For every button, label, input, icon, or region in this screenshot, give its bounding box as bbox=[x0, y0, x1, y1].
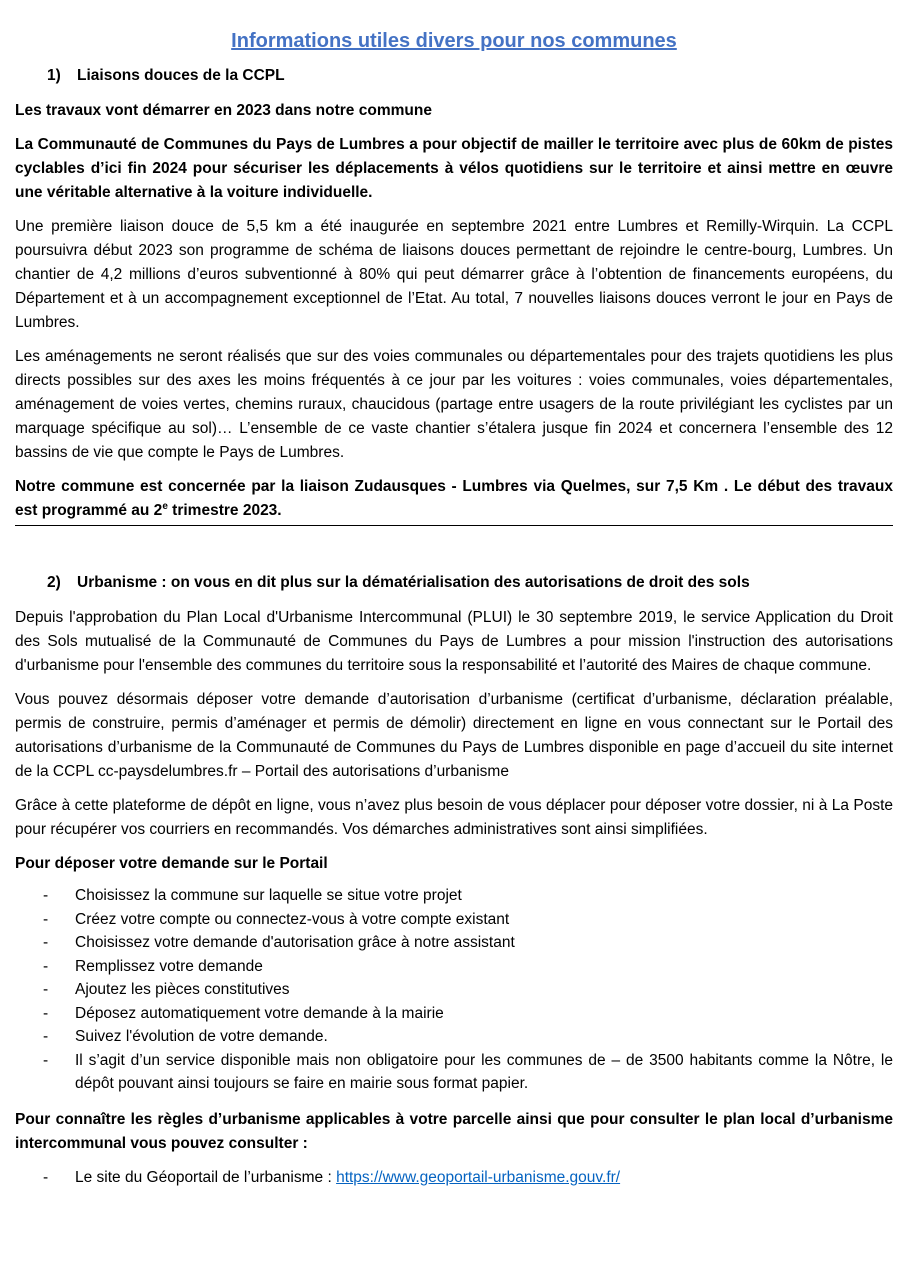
section1-paragraph-1: Une première liaison douce de 5,5 km a été inaugurée en septembre 2021 entre Lumbres et Remilly-Wirquin. La CCPL poursuivra début 2023 son programme de schéma de liaisons douces permettant de rejoindre le centre-bourg, Lumbres. Un chantier de 4,2 millions d’euros subventionné à 80% qui peut démarrer grâce à l’obtention de financements européens, du Département et à un accompagnement exceptionnel de l’Etat. Au total, 7 nouvelles liaisons douces verront le jour en Pays de Lumbres. bbox=[15, 218, 893, 331]
section1-number: 1) bbox=[47, 67, 61, 84]
list-item bbox=[15, 1002, 893, 1026]
section1-heading-text: Liaisons douces de la CCPL bbox=[77, 67, 285, 84]
bullet-dash: - bbox=[43, 1168, 49, 1186]
section2-paragraph-1: Depuis l'approbation du Plan Local d'Urbanisme Intercommunal (PLUI) le 30 septembre 2019, le service Application du Droit des Sols mutualisé de la Communauté de Communes du Pays de Lumbres a pour mission l'instruction des autorisations d'urbanisme pour l'ensemble des communes du territoire sous la responsabilité et l’autorité des Maires de chaque commune. bbox=[15, 609, 893, 674]
list-item bbox=[15, 908, 893, 932]
conclusion-text: Notre commune est concernée par la liaison Zudausques - Lumbres via Quelmes, sur 7,5 Km . Le début des travaux est programmé au 2 bbox=[15, 478, 893, 519]
steps-heading: Pour déposer votre demande sur le Portail bbox=[15, 855, 328, 872]
rules-heading: Pour connaître les règles d’urbanisme applicables à votre parcelle ainsi que pour consulter le plan local d’urbanisme intercommunal vous pouvez consulter : bbox=[15, 1110, 893, 1152]
document-page bbox=[15, 0, 893, 1189]
list-item bbox=[15, 884, 893, 908]
list-item-text: Créez votre compte ou connectez-vous à votre compte existant bbox=[75, 910, 510, 928]
section1-intro: La Communauté de Communes du Pays de Lumbres a pour objectif de mailler le territoire avec plus de 60km de pistes cyclables d’ici fin 2024 pour sécuriser les déplacements à vélos quotidiens sur le territoire et ainsi mettre en œuvre une véritable alternative à la voiture individuelle. bbox=[15, 136, 893, 201]
conclusion-text-end: trimestre 2023. bbox=[167, 502, 282, 519]
section2-heading-text: Urbanisme : on vous en dit plus sur la dématérialisation des autorisations de droit des sols bbox=[77, 574, 750, 591]
bullet-dash: - bbox=[43, 934, 49, 951]
section2-heading bbox=[15, 574, 893, 592]
bullet-dash: - bbox=[43, 910, 49, 928]
list-item bbox=[15, 1049, 893, 1096]
resources-list bbox=[15, 1166, 893, 1190]
bullet-dash: - bbox=[43, 957, 49, 975]
section2-paragraph-2: Vous pouvez désormais déposer votre demande d’autorisation d’urbanisme (certificat d’urbanisme, déclaration préalable, permis de construire, permis d’aménager et permis de démolir) directement en ligne en vous connectant sur le Portail des autorisations d’urbanisme de la Communauté de Communes du Pays de Lumbres disponible en page d’accueil du site internet de la CCPL cc-paysdelumbres.fr – Portail des autorisations d’urbanisme bbox=[15, 691, 893, 780]
section2-paragraph-3: Grâce à cette plateforme de dépôt en ligne, vous n’avez plus besoin de vous déplacer pour déposer votre dossier, ni à La Poste pour récupérer vos courriers en recommandés. Vos démarches administratives sont ainsi simplifiées. bbox=[15, 797, 893, 838]
section1-heading bbox=[15, 67, 893, 85]
list-item-text: Déposez automatiquement votre demande à la mairie bbox=[75, 1004, 444, 1022]
conclusion-superscript: e bbox=[162, 500, 168, 512]
resource-label: Le site du Géoportail de l’urbanisme : bbox=[75, 1168, 337, 1186]
page-title: Informations utiles divers pour nos communes bbox=[231, 30, 677, 52]
section1-conclusion bbox=[15, 475, 893, 526]
section2-number: 2) bbox=[47, 574, 61, 591]
list-item-text: Choisissez votre demande d'autorisation grâce à notre assistant bbox=[75, 934, 515, 951]
bullet-dash: - bbox=[43, 981, 49, 998]
bullet-dash: - bbox=[43, 1051, 49, 1069]
list-item bbox=[15, 1166, 893, 1190]
section1-subheading: Les travaux vont démarrer en 2023 dans notre commune bbox=[15, 102, 432, 119]
bullet-dash: - bbox=[43, 1028, 49, 1045]
steps-list bbox=[15, 884, 893, 1096]
section1-paragraph-2: Les aménagements ne seront réalisés que sur des voies communales ou départementales pour des trajets quotidiens les plus directs possibles sur des axes les moins fréquentés à ce jour par les voitures : voies communales, voies départementales, aménagement de voies vertes, chemins ruraux, chaucidous (partage entre usagers de la route privilégiant les cyclistes par un marquage spécifique au sol)… L’ensemble de ce vaste chantier s’étalera jusque fin 2024 et concernera l’ensemble des 12 bassins de vie que compte le Pays de Lumbres. bbox=[15, 348, 893, 461]
list-item bbox=[15, 955, 893, 979]
bullet-dash: - bbox=[43, 887, 49, 904]
bullet-dash: - bbox=[43, 1004, 49, 1022]
list-item bbox=[15, 1025, 893, 1049]
list-item-text: Remplissez votre demande bbox=[75, 957, 263, 975]
list-item-text: Ajoutez les pièces constitutives bbox=[75, 981, 290, 998]
list-item bbox=[15, 978, 893, 1002]
list-item-text: Choisissez la commune sur laquelle se situe votre projet bbox=[75, 887, 462, 904]
list-item bbox=[15, 931, 893, 955]
list-item-text: Suivez l'évolution de votre demande. bbox=[75, 1028, 328, 1045]
geoportail-link[interactable]: https://www.geoportail-urbanisme.gouv.fr/ bbox=[336, 1168, 621, 1186]
list-item-text: Il s’agit d’un service disponible mais non obligatoire pour les communes de – de 3500 habitants comme la Nôtre, le dépôt pouvant ainsi toujours se faire en mairie sous format papier. bbox=[75, 1051, 893, 1092]
